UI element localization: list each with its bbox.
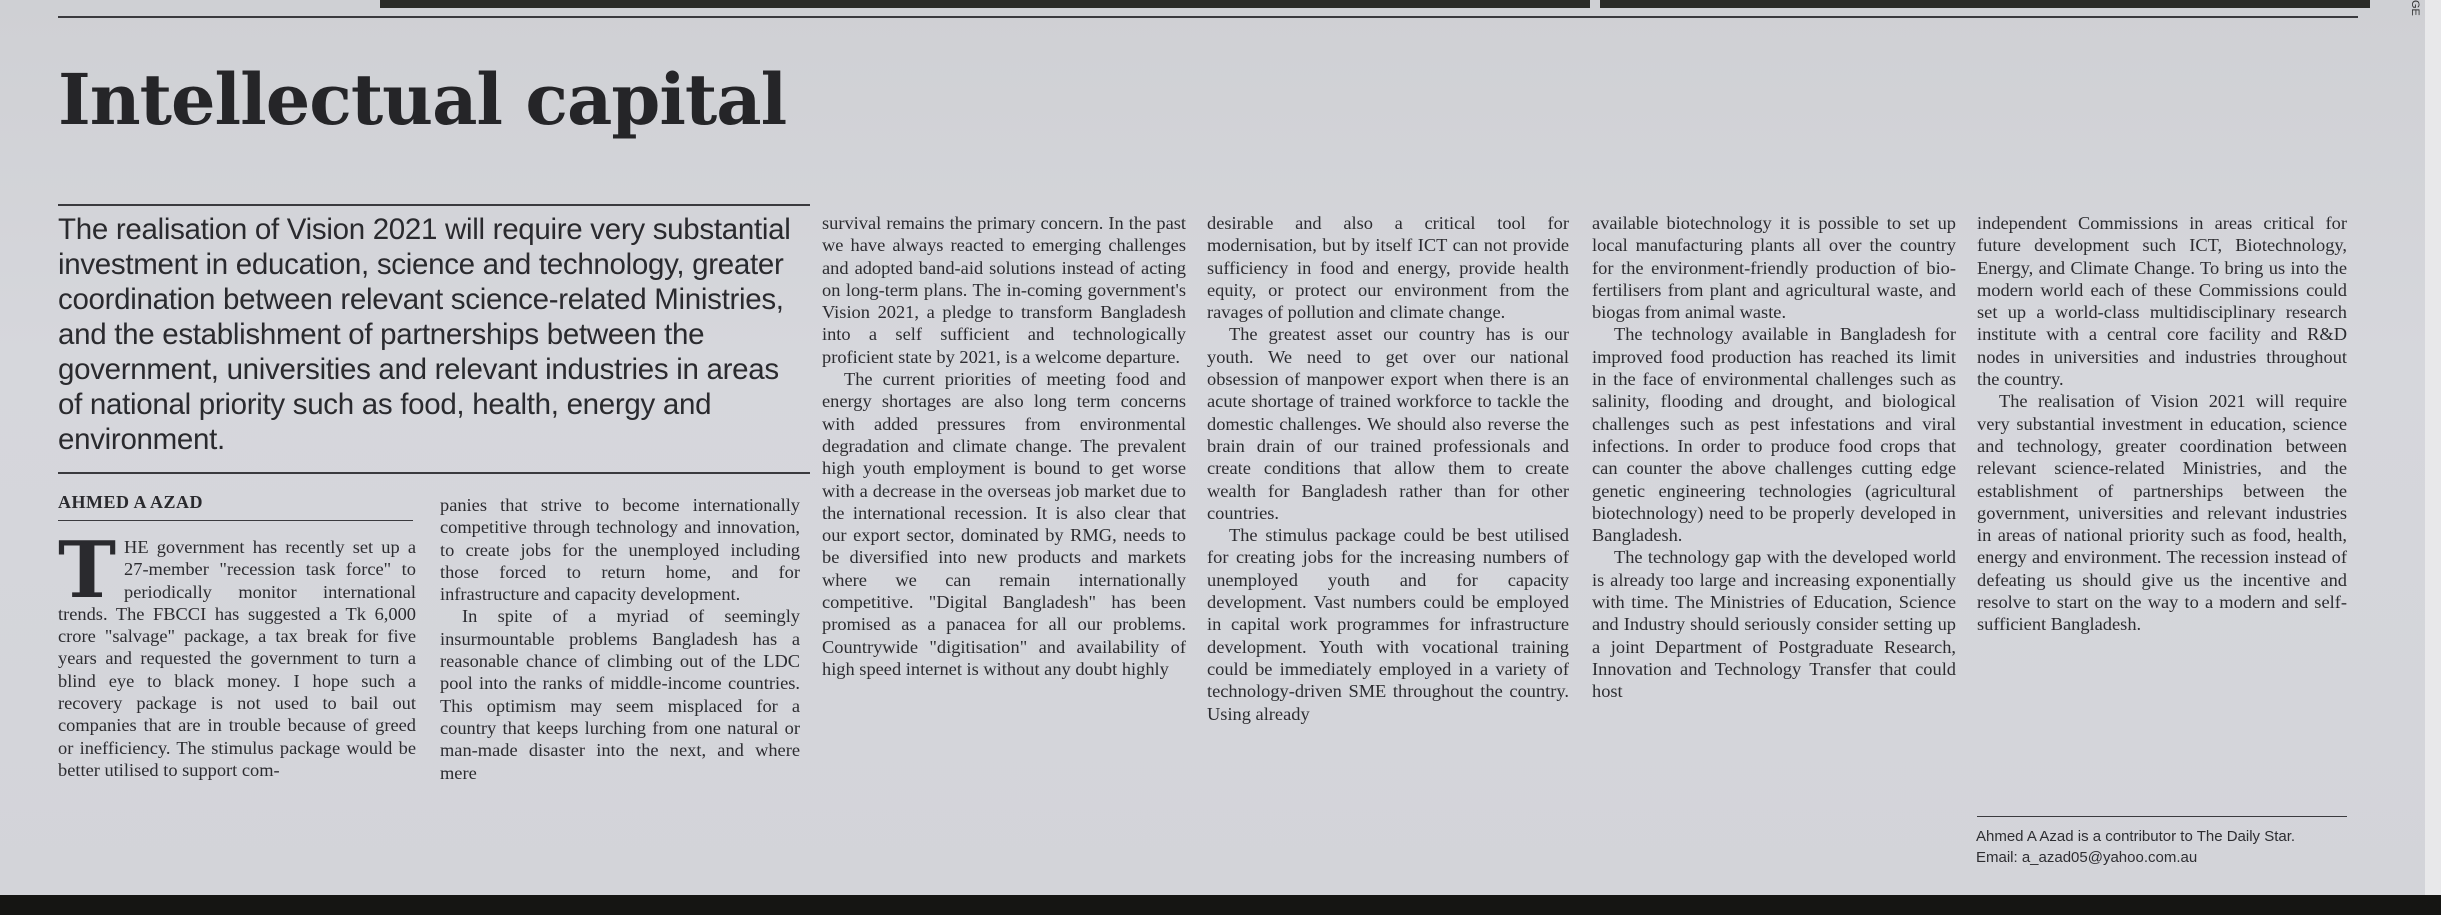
paragraph: survival remains the primary concern. In the past we have always reacted to emerging challenges and adopted band-aid solutions instead of acting on long-term plans. The in-coming government's Vision 2021, a pledge to transform Bangladesh into a self sufficient and technologically proficient state by 2021, is a welcome departure. xyxy=(822,213,1186,367)
top-photo-strip-right xyxy=(1600,0,2370,8)
edge-label: GE xyxy=(2409,0,2421,16)
paragraph: The technology available in Bangladesh for improved food production has reached its limit in the face of environmental challenges such as salinity, flooding and drought, and biological challenges such as pest infestations and viral infections. In order to produce food crops that can counter the above challenges cutting edge genetic engineering technologies (agricultural biotechnology) need to be properly developed in Bangladesh. xyxy=(1592,324,1956,546)
byline-rule xyxy=(58,520,413,521)
byline: AHMED A AZAD xyxy=(58,492,204,512)
paragraph: The current priorities of meeting food and energy shortages are also long term concerns with added pressures from environmental degradation and climate change. The prevalent high youth employment is bound to get worse with a decrease in the overseas job market due to the international recession. It is also clear that our export sector, dominated by RMG, needs to be diversified into new products and markets where we can remain internationally competitive. "Digital Bangladesh" has been promised as a panacea for all our problems. Countrywide "digitisation" and availability of high speed internet is without any doubt highly xyxy=(822,369,1186,679)
paragraph: independent Commissions in areas critical for future development such ICT, Biotechnology, Energy, and Climate Change. To bring us into the modern world each of these Commissions could set up a world-class multidisciplinary research institute with a central core facility and R&D nodes in universities and industries throughout the country. xyxy=(1977,213,2347,390)
paragraph: HE government has recently set up a 27-member "recession task force" to periodically monitor international trends. The FBCCI has suggested a Tk 6,000 crore "salvage" package, a tax break for five years and requested the government to turn a blind eye to black money. I hope such a recovery package is not used to bail out companies that are in trouble because of greed or inefficiency. The stimulus package would be better utilised to support com- xyxy=(58,537,416,780)
column-2 xyxy=(440,494,800,784)
bottom-edge xyxy=(0,895,2441,915)
headline: Intellectual capital xyxy=(58,58,787,141)
top-rule xyxy=(58,16,2358,18)
column-3 xyxy=(822,212,1186,680)
drop-cap: T xyxy=(58,525,117,616)
deck-bottom-rule xyxy=(58,472,810,474)
paragraph: available biotechnology it is possible to set up local manufacturing plants all over the country for the environment-friendly production of bio-fertilisers from plant and agricultural waste, and biogas from animal waste. xyxy=(1592,213,1956,323)
column-1 xyxy=(58,525,416,781)
contributor-note xyxy=(1976,826,2356,868)
column-5 xyxy=(1592,212,1956,703)
page-edge xyxy=(2425,0,2441,915)
top-photo-strip xyxy=(380,0,1590,8)
deck-top-rule xyxy=(58,204,810,206)
paragraph: The realisation of Vision 2021 will require very substantial investment in education, science and technology, greater coordination between relevant science-related Ministries, and the establishment of partnerships between the government, universities and relevant industries in areas of national priority such as food, health, energy and environment. The recession instead of defeating us should give us the incentive and resolve to start on the way to a modern and self-sufficient Bangladesh. xyxy=(1977,391,2347,635)
contributor-line: Ahmed A Azad is a contributor to The Daily Star. xyxy=(1976,828,2296,845)
contributor-rule xyxy=(1977,816,2347,817)
paragraph: desirable and also a critical tool for modernisation, but by itself ICT can not provide sufficiency in food and energy, provide health equity, or protect our environment from the ravages of pollution and climate change. xyxy=(1207,213,1569,323)
paragraph: The technology gap with the developed world is already too large and increasing exponentially with time. The Ministries of Education, Science and Industry should seriously consider setting up a joint Department of Postgraduate Research, Innovation and Technology Transfer that could host xyxy=(1592,547,1956,702)
paragraph: In spite of a myriad of seemingly insurmountable problems Bangladesh has a reasonable chance of climbing out of the LDC pool into the ranks of middle-income countries. This optimism may seem misplaced for a country that keeps lurching from one natural or man-made disaster into the next, and where mere xyxy=(440,606,800,783)
column-6 xyxy=(1977,212,2347,636)
paragraph: The stimulus package could be best utilised for creating jobs for the increasing numbers of unemployed youth and for capacity development. Vast numbers could be employed in capital work programmes for infrastructure development. Youth with vocational training could be immediately employed in a variety of technology-driven SME throughout the country. Using already xyxy=(1207,525,1569,724)
paragraph: panies that strive to become internationally competitive through technology and innovation, to create jobs for the unemployed including those forced to return home, and for infrastructure and capacity development. xyxy=(440,495,800,605)
contributor-email: Email: a_azad05@yahoo.com.au xyxy=(1976,849,2198,866)
paragraph: The greatest asset our country has is our youth. We need to get over our national obsession of manpower export when there is an acute shortage of trained workforce to tackle the domestic challenges. We should also reverse the brain drain of our trained professionals and create conditions that allow them to create wealth for Bangladesh rather than for other countries. xyxy=(1207,324,1569,523)
column-4 xyxy=(1207,212,1569,725)
deck-summary: The realisation of Vision 2021 will require very substantial investment in education, science and technology, greater coordination between relevant science-related Ministries, and the establishment of partnerships between the government, universities and relevant industries in areas of national priority such as food, health, energy and environment. xyxy=(58,213,791,456)
